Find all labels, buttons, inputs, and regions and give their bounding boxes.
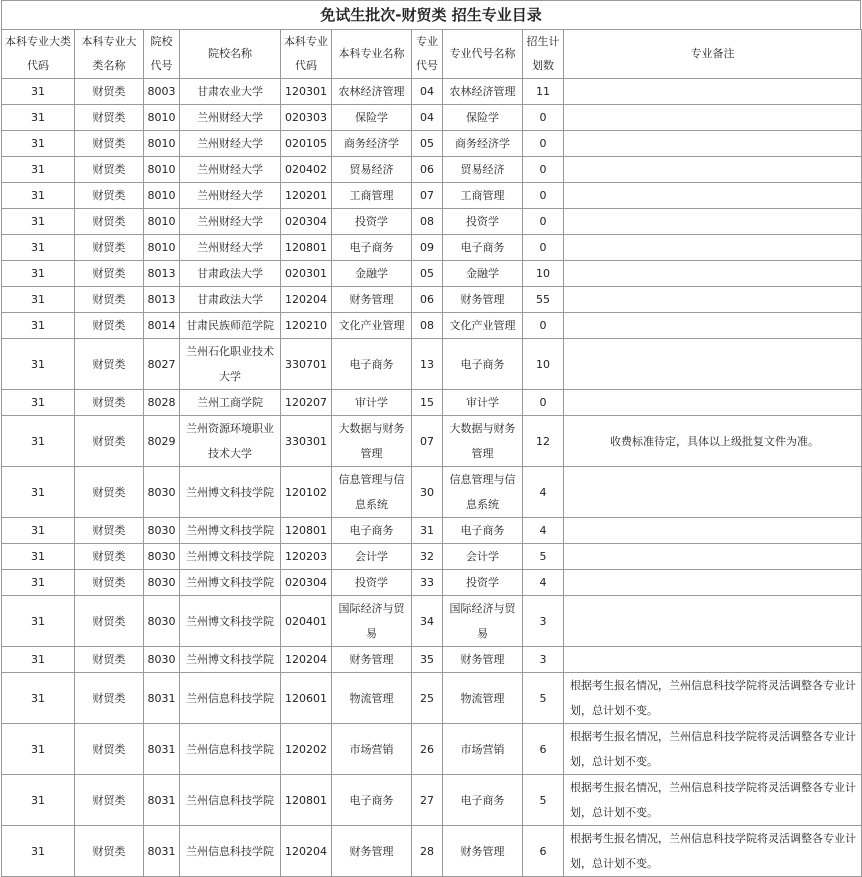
table-cell: 财务管理 <box>332 647 412 673</box>
table-row <box>2 390 862 416</box>
table-cell: 8030 <box>144 596 180 647</box>
table-cell: 金融学 <box>332 261 412 287</box>
table-cell: 8010 <box>144 183 180 209</box>
table-cell: 文化产业管理 <box>332 313 412 339</box>
table-cell: 贸易经济 <box>332 157 412 183</box>
table-cell: 120204 <box>281 826 332 877</box>
table-cell: 5 <box>523 775 564 826</box>
table-cell: 农林经济管理 <box>332 79 412 105</box>
table-cell: 电子商务 <box>332 518 412 544</box>
table-cell: 财贸类 <box>75 673 144 724</box>
table-cell: 财贸类 <box>75 416 144 467</box>
table-cell: 财务管理 <box>443 647 523 673</box>
table-cell: 8010 <box>144 105 180 131</box>
table-cell: 电子商务 <box>443 518 523 544</box>
table-cell: 兰州财经大学 <box>180 131 281 157</box>
table-row <box>2 724 862 775</box>
table-cell: 8030 <box>144 518 180 544</box>
col-header: 专业代号名称 <box>443 30 523 79</box>
table-cell: 35 <box>412 647 443 673</box>
table-cell: 05 <box>412 261 443 287</box>
table-cell: 信息管理与信息系统 <box>332 467 412 518</box>
table-cell: 兰州信息科技学院 <box>180 673 281 724</box>
table-cell: 财贸类 <box>75 724 144 775</box>
remark-cell <box>564 105 862 131</box>
table-cell: 兰州工商学院 <box>180 390 281 416</box>
table-cell: 甘肃民族师范学院 <box>180 313 281 339</box>
table-cell: 市场营销 <box>332 724 412 775</box>
table-cell: 财贸类 <box>75 261 144 287</box>
table-cell: 甘肃政法大学 <box>180 261 281 287</box>
col-header: 本科专业代码 <box>281 30 332 79</box>
table-cell: 27 <box>412 775 443 826</box>
table-cell: 020303 <box>281 105 332 131</box>
remark-cell <box>564 131 862 157</box>
table-cell: 兰州博文科技学院 <box>180 596 281 647</box>
table-cell: 财贸类 <box>75 775 144 826</box>
table-cell: 31 <box>2 596 75 647</box>
table-cell: 兰州财经大学 <box>180 183 281 209</box>
table-cell: 8031 <box>144 826 180 877</box>
remark-cell <box>564 390 862 416</box>
table-cell: 330701 <box>281 339 332 390</box>
table-cell: 3 <box>523 596 564 647</box>
table-cell: 04 <box>412 79 443 105</box>
table-cell: 商务经济学 <box>443 131 523 157</box>
table-cell: 兰州石化职业技术大学 <box>180 339 281 390</box>
table-cell: 财贸类 <box>75 183 144 209</box>
table-cell: 财贸类 <box>75 313 144 339</box>
remark-cell: 根据考生报名情况，兰州信息科技学院将灵活调整各专业计划，总计划不变。 <box>564 673 862 724</box>
table-row <box>2 183 862 209</box>
remark-cell <box>564 287 862 313</box>
table-cell: 09 <box>412 235 443 261</box>
table-row <box>2 467 862 518</box>
remark-cell <box>564 235 862 261</box>
table-cell: 审计学 <box>443 390 523 416</box>
col-header: 招生计划数 <box>523 30 564 79</box>
table-cell: 财贸类 <box>75 596 144 647</box>
table-cell: 工商管理 <box>443 183 523 209</box>
table-cell: 31 <box>2 544 75 570</box>
table-cell: 物流管理 <box>443 673 523 724</box>
table-cell: 文化产业管理 <box>443 313 523 339</box>
col-header: 院校代号 <box>144 30 180 79</box>
table-cell: 电子商务 <box>332 339 412 390</box>
table-row <box>2 313 862 339</box>
table-cell: 8031 <box>144 775 180 826</box>
remark-cell <box>564 467 862 518</box>
table-cell: 31 <box>2 339 75 390</box>
table-cell: 贸易经济 <box>443 157 523 183</box>
table-cell: 财贸类 <box>75 570 144 596</box>
table-cell: 投资学 <box>443 570 523 596</box>
table-cell: 财贸类 <box>75 390 144 416</box>
table-cell: 兰州博文科技学院 <box>180 647 281 673</box>
table-cell: 信息管理与信息系统 <box>443 467 523 518</box>
table-row <box>2 544 862 570</box>
table-cell: 电子商务 <box>443 339 523 390</box>
table-cell: 04 <box>412 105 443 131</box>
table-cell: 电子商务 <box>443 235 523 261</box>
table-cell: 国际经济与贸易 <box>443 596 523 647</box>
table-cell: 07 <box>412 183 443 209</box>
table-cell: 会计学 <box>443 544 523 570</box>
table-cell: 电子商务 <box>443 775 523 826</box>
table-row <box>2 339 862 390</box>
table-cell: 财贸类 <box>75 157 144 183</box>
table-cell: 3 <box>523 647 564 673</box>
table-cell: 10 <box>523 261 564 287</box>
table-cell: 财贸类 <box>75 235 144 261</box>
table-cell: 05 <box>412 131 443 157</box>
table-cell: 5 <box>523 673 564 724</box>
table-cell: 兰州财经大学 <box>180 235 281 261</box>
table-row <box>2 131 862 157</box>
table-cell: 国际经济与贸易 <box>332 596 412 647</box>
table-cell: 31 <box>2 647 75 673</box>
table-cell: 31 <box>2 673 75 724</box>
table-cell: 07 <box>412 416 443 467</box>
remark-cell <box>564 79 862 105</box>
table-cell: 8003 <box>144 79 180 105</box>
table-cell: 120102 <box>281 467 332 518</box>
table-cell: 财务管理 <box>332 287 412 313</box>
table-cell: 6 <box>523 826 564 877</box>
table-cell: 31 <box>2 157 75 183</box>
table-cell: 12 <box>523 416 564 467</box>
table-cell: 120207 <box>281 390 332 416</box>
col-header: 本科专业大类代码 <box>2 30 75 79</box>
col-header: 专业代号 <box>412 30 443 79</box>
table-cell: 0 <box>523 131 564 157</box>
table-cell: 4 <box>523 467 564 518</box>
table-cell: 财贸类 <box>75 518 144 544</box>
table-cell: 8029 <box>144 416 180 467</box>
table-cell: 兰州信息科技学院 <box>180 826 281 877</box>
table-row <box>2 157 862 183</box>
table-cell: 31 <box>2 467 75 518</box>
table-cell: 120202 <box>281 724 332 775</box>
table-cell: 8010 <box>144 209 180 235</box>
table-cell: 120201 <box>281 183 332 209</box>
catalog-wrapper <box>1 0 861 877</box>
table-cell: 市场营销 <box>443 724 523 775</box>
table-cell: 8031 <box>144 724 180 775</box>
table-cell: 8010 <box>144 235 180 261</box>
remark-cell <box>564 157 862 183</box>
table-cell: 120801 <box>281 235 332 261</box>
table-cell: 120801 <box>281 775 332 826</box>
remark-cell <box>564 544 862 570</box>
table-cell: 财务管理 <box>443 287 523 313</box>
table-row <box>2 775 862 826</box>
table-cell: 兰州博文科技学院 <box>180 467 281 518</box>
table-cell: 020304 <box>281 570 332 596</box>
table-cell: 8013 <box>144 261 180 287</box>
table-cell: 31 <box>2 518 75 544</box>
table-row <box>2 570 862 596</box>
remark-cell <box>564 209 862 235</box>
table-row <box>2 826 862 877</box>
page-title: 免试生批次-财贸类 招生专业目录 <box>1 0 861 29</box>
table-cell: 020402 <box>281 157 332 183</box>
table-cell: 55 <box>523 287 564 313</box>
table-row <box>2 518 862 544</box>
table-cell: 31 <box>2 313 75 339</box>
table-cell: 0 <box>523 105 564 131</box>
remark-cell: 收费标准待定，具体以上级批复文件为准。 <box>564 416 862 467</box>
table-cell: 33 <box>412 570 443 596</box>
table-cell: 农林经济管理 <box>443 79 523 105</box>
remark-cell: 根据考生报名情况，兰州信息科技学院将灵活调整各专业计划，总计划不变。 <box>564 724 862 775</box>
remark-cell: 根据考生报名情况，兰州信息科技学院将灵活调整各专业计划，总计划不变。 <box>564 775 862 826</box>
header-row <box>2 30 862 79</box>
table-cell: 8030 <box>144 647 180 673</box>
table-row <box>2 673 862 724</box>
table-cell: 020105 <box>281 131 332 157</box>
table-cell: 120301 <box>281 79 332 105</box>
table-cell: 大数据与财务管理 <box>443 416 523 467</box>
remark-cell <box>564 339 862 390</box>
table-cell: 兰州财经大学 <box>180 209 281 235</box>
table-row <box>2 416 862 467</box>
col-header: 专业备注 <box>564 30 862 79</box>
table-cell: 120801 <box>281 518 332 544</box>
remark-cell <box>564 261 862 287</box>
table-cell: 06 <box>412 287 443 313</box>
table-cell: 财贸类 <box>75 209 144 235</box>
table-cell: 0 <box>523 209 564 235</box>
table-cell: 兰州博文科技学院 <box>180 544 281 570</box>
table-cell: 26 <box>412 724 443 775</box>
table-cell: 120210 <box>281 313 332 339</box>
col-header: 院校名称 <box>180 30 281 79</box>
table-cell: 保险学 <box>443 105 523 131</box>
table-cell: 120204 <box>281 287 332 313</box>
table-cell: 大数据与财务管理 <box>332 416 412 467</box>
table-cell: 31 <box>2 724 75 775</box>
remark-cell <box>564 313 862 339</box>
remark-cell <box>564 183 862 209</box>
table-cell: 31 <box>2 105 75 131</box>
table-cell: 0 <box>523 313 564 339</box>
catalog-table <box>1 29 862 877</box>
table-cell: 兰州财经大学 <box>180 105 281 131</box>
table-cell: 31 <box>2 390 75 416</box>
table-cell: 31 <box>412 518 443 544</box>
table-cell: 8030 <box>144 467 180 518</box>
table-cell: 13 <box>412 339 443 390</box>
table-cell: 投资学 <box>332 570 412 596</box>
table-cell: 08 <box>412 313 443 339</box>
remark-cell: 根据考生报名情况，兰州信息科技学院将灵活调整各专业计划，总计划不变。 <box>564 826 862 877</box>
table-cell: 0 <box>523 157 564 183</box>
table-cell: 10 <box>523 339 564 390</box>
table-cell: 财务管理 <box>332 826 412 877</box>
table-row <box>2 105 862 131</box>
table-cell: 甘肃农业大学 <box>180 79 281 105</box>
table-cell: 30 <box>412 467 443 518</box>
table-cell: 32 <box>412 544 443 570</box>
table-cell: 审计学 <box>332 390 412 416</box>
table-row <box>2 596 862 647</box>
col-header: 本科专业名称 <box>332 30 412 79</box>
table-cell: 020401 <box>281 596 332 647</box>
table-cell: 31 <box>2 570 75 596</box>
table-cell: 120204 <box>281 647 332 673</box>
table-cell: 0 <box>523 183 564 209</box>
table-cell: 财贸类 <box>75 79 144 105</box>
table-cell: 34 <box>412 596 443 647</box>
table-cell: 兰州资源环境职业技术大学 <box>180 416 281 467</box>
table-cell: 投资学 <box>332 209 412 235</box>
table-cell: 财贸类 <box>75 544 144 570</box>
table-cell: 兰州信息科技学院 <box>180 724 281 775</box>
table-cell: 06 <box>412 157 443 183</box>
table-cell: 兰州博文科技学院 <box>180 518 281 544</box>
table-cell: 4 <box>523 570 564 596</box>
table-cell: 31 <box>2 79 75 105</box>
table-cell: 31 <box>2 416 75 467</box>
table-cell: 财贸类 <box>75 287 144 313</box>
table-row <box>2 261 862 287</box>
remark-cell <box>564 570 862 596</box>
table-cell: 财贸类 <box>75 826 144 877</box>
table-cell: 4 <box>523 518 564 544</box>
table-cell: 甘肃政法大学 <box>180 287 281 313</box>
table-cell: 会计学 <box>332 544 412 570</box>
remark-cell <box>564 596 862 647</box>
table-cell: 6 <box>523 724 564 775</box>
table-cell: 物流管理 <box>332 673 412 724</box>
table-cell: 8010 <box>144 131 180 157</box>
table-cell: 120203 <box>281 544 332 570</box>
table-cell: 财贸类 <box>75 647 144 673</box>
table-cell: 08 <box>412 209 443 235</box>
table-cell: 31 <box>2 235 75 261</box>
table-cell: 金融学 <box>443 261 523 287</box>
table-cell: 31 <box>2 131 75 157</box>
table-cell: 020301 <box>281 261 332 287</box>
table-cell: 28 <box>412 826 443 877</box>
table-cell: 电子商务 <box>332 235 412 261</box>
table-cell: 财贸类 <box>75 467 144 518</box>
table-cell: 330301 <box>281 416 332 467</box>
table-cell: 工商管理 <box>332 183 412 209</box>
table-row <box>2 647 862 673</box>
table-row <box>2 79 862 105</box>
table-cell: 8013 <box>144 287 180 313</box>
table-cell: 保险学 <box>332 105 412 131</box>
table-cell: 投资学 <box>443 209 523 235</box>
table-cell: 8031 <box>144 673 180 724</box>
table-cell: 5 <box>523 544 564 570</box>
table-cell: 兰州财经大学 <box>180 157 281 183</box>
table-cell: 31 <box>2 209 75 235</box>
table-cell: 电子商务 <box>332 775 412 826</box>
table-cell: 0 <box>523 390 564 416</box>
table-cell: 15 <box>412 390 443 416</box>
table-cell: 财务管理 <box>443 826 523 877</box>
table-cell: 财贸类 <box>75 105 144 131</box>
table-row <box>2 209 862 235</box>
table-cell: 020304 <box>281 209 332 235</box>
table-cell: 8028 <box>144 390 180 416</box>
table-cell: 31 <box>2 775 75 826</box>
table-cell: 兰州信息科技学院 <box>180 775 281 826</box>
table-cell: 8030 <box>144 544 180 570</box>
table-cell: 8027 <box>144 339 180 390</box>
remark-cell <box>564 647 862 673</box>
table-cell: 31 <box>2 287 75 313</box>
table-cell: 11 <box>523 79 564 105</box>
table-cell: 商务经济学 <box>332 131 412 157</box>
table-cell: 31 <box>2 183 75 209</box>
table-cell: 8010 <box>144 157 180 183</box>
table-cell: 0 <box>523 235 564 261</box>
table-cell: 财贸类 <box>75 131 144 157</box>
table-cell: 财贸类 <box>75 339 144 390</box>
table-cell: 8014 <box>144 313 180 339</box>
table-cell: 25 <box>412 673 443 724</box>
table-cell: 31 <box>2 826 75 877</box>
table-cell: 31 <box>2 261 75 287</box>
table-cell: 8030 <box>144 570 180 596</box>
table-row <box>2 287 862 313</box>
table-cell: 120601 <box>281 673 332 724</box>
col-header: 本科专业大类名称 <box>75 30 144 79</box>
remark-cell <box>564 518 862 544</box>
table-body <box>2 79 862 877</box>
table-row <box>2 235 862 261</box>
table-cell: 兰州博文科技学院 <box>180 570 281 596</box>
